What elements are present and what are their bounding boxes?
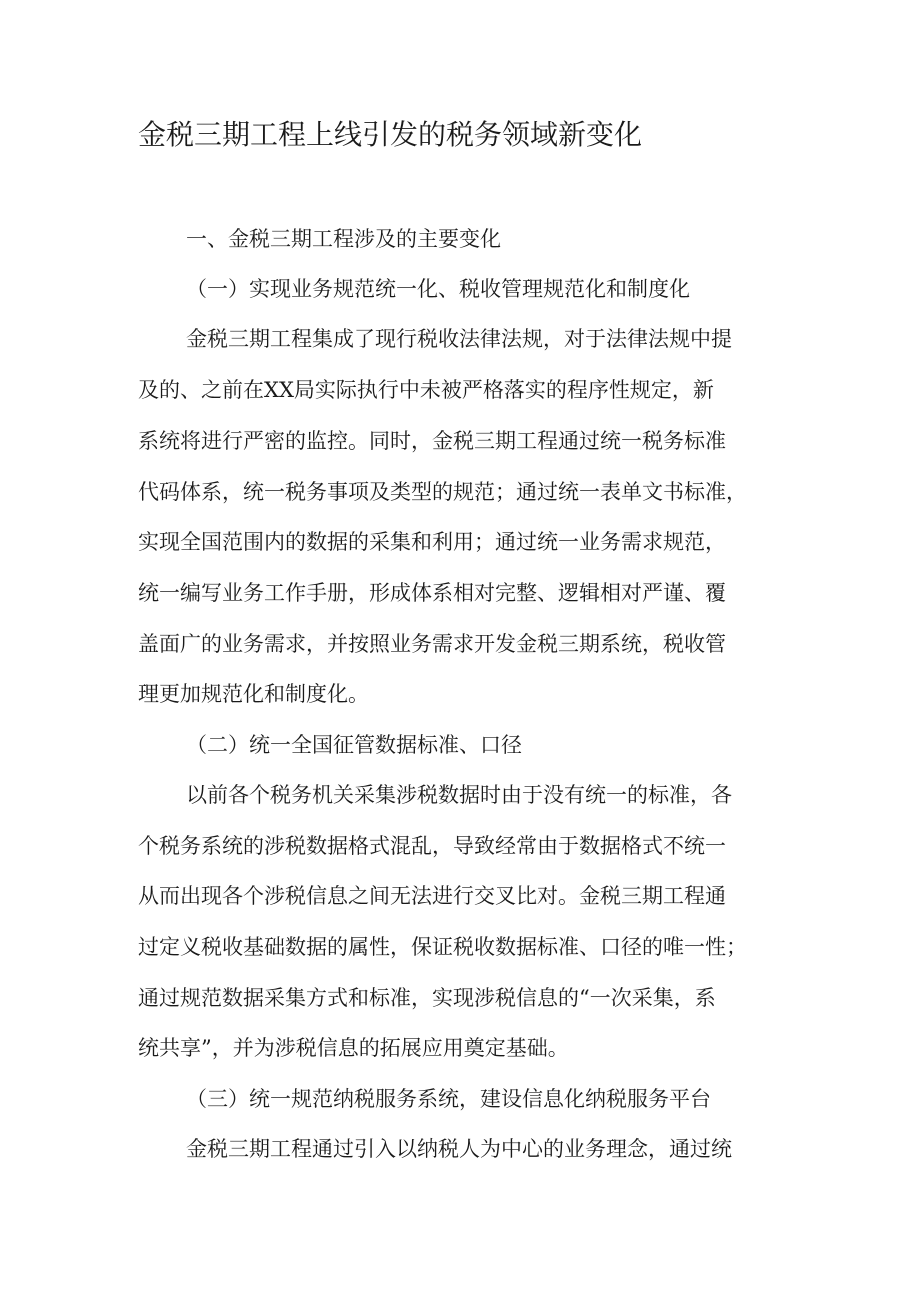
paragraph-1-line-6: 统一编写业务工作手册，形成体系相对完整、逻辑相对严谨、覆 (138, 581, 726, 605)
subsection-heading-1: （一）实现业务规范统一化、税收管理规范化和制度化 (186, 277, 690, 301)
paragraph-2-line-3: 从而出现各个涉税信息之间无法进行交叉比对。金税三期工程通 (138, 884, 726, 908)
paragraph-2-line-4: 过定义税收基础数据的属性，保证税收数据标准、口径的唯一性； (138, 935, 747, 959)
subsection-heading-2: （二）统一全国征管数据标准、口径 (186, 733, 522, 757)
subsection-heading-3: （三）统一规范纳税服务系统，建设信息化纳税服务平台 (186, 1087, 711, 1111)
paragraph-1-line-4: 代码体系，统一税务事项及类型的规范；通过统一表单文书标准， (138, 480, 747, 504)
paragraph-1-line-5: 实现全国范围内的数据的采集和利用；通过统一业务需求规范， (138, 530, 726, 554)
paragraph-1-line-2: 及的、之前在XX局实际执行中未被严格落实的程序性规定，新 (138, 378, 714, 402)
section-heading: 一、金税三期工程涉及的主要变化 (186, 227, 501, 251)
paragraph-2-line-2: 个税务系统的涉税数据格式混乱，导致经常由于数据格式不统一 (138, 834, 726, 858)
document-title: 金税三期工程上线引发的税务领域新变化 (138, 118, 643, 151)
paragraph-1-line-7: 盖面广的业务需求，并按照业务需求开发金税三期系统，税收管 (138, 632, 726, 656)
paragraph-2-line-6: 统共享”，并为涉税信息的拓展应用奠定基础。 (138, 1036, 569, 1060)
paragraph-2-line-5: 通过规范数据采集方式和标准，实现涉税信息的“一次采集，系 (138, 986, 716, 1010)
paragraph-1-line-8: 理更加规范化和制度化。 (138, 682, 369, 706)
paragraph-1-line-1: 金税三期工程集成了现行税收法律法规，对于法律法规中提 (186, 327, 732, 351)
paragraph-2-line-1: 以前各个税务机关采集涉税数据时由于没有统一的标准，各 (186, 783, 732, 807)
paragraph-1-line-3: 系统将进行严密的监控。同时，金税三期工程通过统一税务标准 (138, 429, 726, 453)
paragraph-3-line-1: 金税三期工程通过引入以纳税人为中心的业务理念，通过统 (186, 1137, 732, 1161)
